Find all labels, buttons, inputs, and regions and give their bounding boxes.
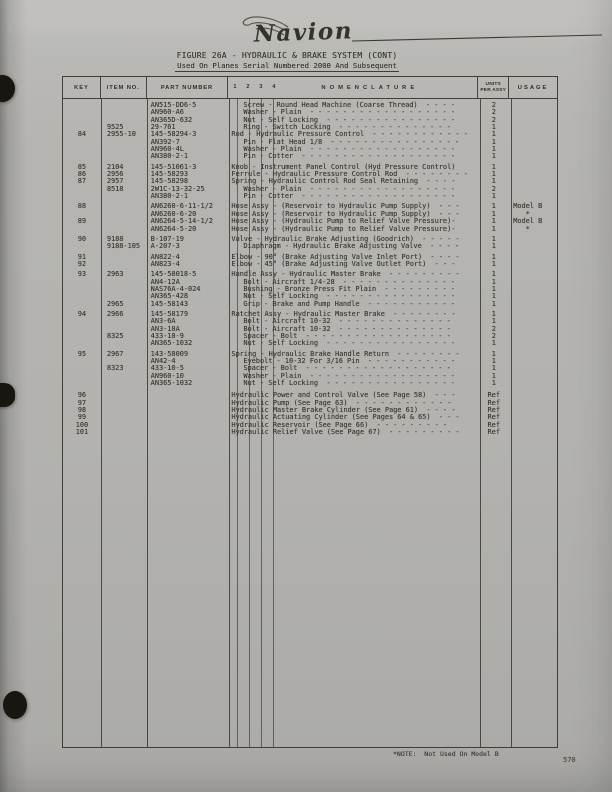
part-number-cell: AN960-10 [150,371,184,380]
usage-cell: * [513,224,530,233]
key-cell [63,117,101,124]
row-group [63,392,557,436]
item-no-cell [101,279,147,286]
usage-cell [509,414,557,421]
part-number-cell: 145-58143 [150,299,189,308]
part-number-cell: AN392-7 [150,137,180,146]
units-per-assy-cell: Ref [487,420,500,429]
units-per-assy-cell: 1 [491,252,496,261]
header-units-per-assy [478,77,509,98]
nomenclature-cell: Hydraulic Power and Control Valve (See Page 58) - - - [231,391,456,400]
units-per-assy-cell: 1 [491,284,496,293]
nomenclature-cell: Bolt - Aircraft 1/4-28 - - - - - - - - - - - - - - [243,277,455,286]
nomenclature-cell: Spring - Hydraulic Control Rod Seal Retaining - - - - [231,177,456,186]
nomenclature-cell: Hydraulic Actuating Cylinder (See Pages 64 & 65) - - - [231,413,460,422]
usage-cell [509,293,557,300]
item-no-cell: 8518 [106,184,124,193]
units-per-assy-cell: 1 [491,130,496,139]
key-cell [63,279,101,286]
units-per-assy-cell: 1 [491,162,496,171]
part-number-cell: AN365D-632 [150,115,193,124]
units-per-assy-cell: 1 [491,224,496,233]
item-no-cell [101,392,147,399]
units-per-assy-cell: 1 [491,349,496,358]
usage-cell [509,243,557,250]
units-per-assy-cell: 1 [491,242,496,251]
header-item-no: ITEM NO. [101,77,147,98]
page-number: 570 [563,756,576,764]
part-number-cell: 29-761 [150,123,176,132]
usage-cell [509,380,557,387]
table-row [63,153,557,160]
part-number-cell: 433-10-5 [150,364,184,373]
part-number-cell: AN3-6A [150,317,176,326]
logo-underline [352,35,602,41]
part-number-cell: 2W1C-13-32-25 [150,184,205,193]
table-row [63,261,557,268]
key-cell: 99 [77,413,87,422]
navion-logo-graphic [242,12,604,50]
usage-cell [509,340,557,347]
usage-cell: * [513,209,530,218]
item-no-cell [101,422,147,429]
part-number-cell [147,414,229,421]
part-number-cell: AN365-1032 [150,339,193,348]
item-no-cell [101,109,147,116]
usage-cell: Model B [513,202,543,211]
usage-cell [509,186,557,193]
header-indent-col-1: 1 [233,84,237,90]
units-per-assy-cell: 1 [491,234,496,243]
key-cell [63,365,101,372]
nomenclature-cell: Bushing - Bronze Press Fit Plain - - - - - - - - - [243,284,455,293]
nomenclature-cell: Ratchet Assy - Hydraulic Master Brake - - - - - - - - [231,309,456,318]
nomenclature-cell: Spacer - Bolt - - - - - - - - - - - - - - - - - - [243,364,451,373]
nomenclature-cell: Hydraulic Reservoir (See Page 66) - - - - - - - - - [231,420,448,429]
part-number-cell: AN960-4L [150,145,184,154]
item-no-cell [101,193,147,200]
key-cell [63,326,101,333]
nomenclature-cell: Rod - Hydraulic Pressure Control - - - - - - - - - - - - [231,130,468,139]
units-per-assy-cell: 1 [491,202,496,211]
binder-hole-middle [0,383,15,407]
part-number-cell: AN6260-6-20 [150,209,197,218]
binder-hole-top [0,75,15,102]
units-per-assy-cell: 1 [491,137,496,146]
usage-cell [509,146,557,153]
key-cell: 88 [77,202,87,211]
key-cell [63,301,101,308]
usage-cell [509,318,557,325]
key-cell [63,373,101,380]
item-no-cell [101,400,147,407]
table-rows [63,99,557,436]
item-no-cell: 2104 [106,162,124,171]
part-number-cell: AN6264-5-20 [150,224,197,233]
key-cell: 100 [75,420,89,429]
item-no-cell [101,373,147,380]
item-no-cell [101,102,147,109]
nomenclature-cell: Elbow - 45° (Brake Adjusting Valve Outlet Port) - - - [231,259,456,268]
usage-cell [509,254,557,261]
row-group [63,311,557,348]
units-per-assy-cell: 1 [491,170,496,179]
nomenclature-cell: Hydraulic Pump (See Page 63) - - - - - - - - - - - - [231,398,452,407]
part-number-cell: A-207-3 [150,242,180,251]
units-per-assy-cell: 1 [491,371,496,380]
usage-cell [509,178,557,185]
usage-cell [509,333,557,340]
units-per-assy-cell: 1 [491,299,496,308]
units-per-assy-cell: 1 [491,152,496,161]
header-usage: USAGE [517,84,549,91]
units-per-assy-cell: 2 [491,108,496,117]
usage-cell: Model B [513,217,543,226]
part-number-cell: AN6264-5-14-1/2 [150,217,213,226]
part-number-cell: AN4-12A [150,277,180,286]
row-group [63,102,557,161]
nomenclature-cell: Nut - Self Locking - - - - - - - - - - - - - - - - [243,379,455,388]
key-cell: 90 [77,234,87,243]
nomenclature-cell: Nut - Self Locking - - - - - - - - - - - - - - - - [243,292,455,301]
units-per-assy-cell: 1 [491,309,496,318]
units-per-assy-cell: 1 [491,379,496,388]
nomenclature-cell: Washer - Plain - - - - - - - - - - - - - - - - - - [243,371,455,380]
usage-cell [509,301,557,308]
usage-cell [509,311,557,318]
part-number-cell: AN6260-6-11-1/2 [150,202,213,211]
nomenclature-cell: Hose Assy - (Reservoir to Hydraulic Pump Supply) - - - [231,202,460,211]
usage-cell [509,279,557,286]
part-number-cell [147,400,229,407]
key-cell: 85 [77,162,87,171]
key-cell: 89 [77,217,87,226]
item-no-cell: 2956 [106,170,124,179]
units-per-assy-cell: 1 [491,317,496,326]
units-per-assy-cell: Ref [487,391,500,400]
usage-cell [509,351,557,358]
item-no-cell: 2963 [106,270,124,279]
table-header [63,77,557,99]
part-number-cell: 145-58294-3 [150,130,197,139]
item-no-cell [101,226,147,233]
usage-cell [509,236,557,243]
usage-cell [509,164,557,171]
key-cell [63,139,101,146]
units-per-assy-cell: 2 [491,331,496,340]
nomenclature-cell: Pin - Cotter - - - - - - - - - - - - - - - - - - - [243,152,455,161]
table-row [63,429,557,436]
item-no-cell [101,414,147,421]
usage-cell [509,124,557,131]
part-number-cell: AN365-428 [150,292,189,301]
nomenclature-cell: Elbow - 90° (Brake Adjusting Valve Inlet Port) - - - - [231,252,460,261]
header-nomenclature-cell [228,77,478,98]
usage-cell [509,422,557,429]
binder-hole-bottom [3,691,27,719]
nomenclature-cell: Hose Assy - (Hydraulic Pump to Relief Valve Pressure)- [231,224,456,233]
usage-cell [509,102,557,109]
item-no-cell [101,380,147,387]
item-no-cell [101,146,147,153]
nomenclature-cell: Eyebolt - 10-32 For 3/16 Pin - - - - - - - - - - - [243,357,455,365]
key-cell [63,193,101,200]
navion-logo [242,12,604,50]
key-cell [63,358,101,365]
header-indent-col-3: 3 [259,84,263,90]
table-body [63,99,557,747]
key-cell: 91 [77,252,87,261]
nomenclature-cell: Bolt - Aircraft 10-32 - - - - - - - - - - - - - - [243,324,451,333]
usage-cell [509,117,557,124]
usage-cell [509,286,557,293]
usage-cell [509,407,557,414]
units-per-assy-cell: 1 [491,177,496,186]
key-cell: 92 [77,259,87,268]
units-per-assy-cell: 1 [491,339,496,348]
table-row [63,340,557,347]
units-per-assy-cell: 1 [491,192,496,201]
key-cell [63,153,101,160]
units-per-assy-cell: 2 [491,324,496,333]
item-no-cell [101,429,147,436]
units-per-assy-cell: 1 [491,209,496,218]
part-number-cell: 145-58298 [150,177,189,186]
key-cell [63,340,101,347]
key-cell [63,318,101,325]
footnote: *NOTE: Not Used On Model B [393,750,499,758]
units-per-assy-cell: 2 [491,101,496,109]
row-group [63,271,557,308]
item-no-cell: 2966 [106,309,124,318]
part-number-cell: 143-58009 [150,349,189,358]
item-no-cell [101,203,147,210]
item-no-cell: 2955-10 [106,130,136,139]
usage-cell [509,429,557,436]
item-no-cell: 9188-105 [106,242,141,251]
header-units-line2: PER ASSY [480,87,507,93]
usage-cell [509,373,557,380]
header-indent-col-4: 4 [272,84,276,90]
part-number-cell: AN365-1032 [150,379,193,388]
part-number-cell: AN960-A6 [150,108,184,117]
key-cell [63,146,101,153]
key-cell: 87 [77,177,87,186]
nomenclature-cell: Diaphragm - Hydraulic Brake Adjusting Valve - - - - [243,242,460,251]
part-number-cell [147,407,229,414]
nomenclature-cell: Hose Assy - (Reservoir to Hydraulic Pump Supply) - - - [231,209,460,218]
key-cell [63,226,101,233]
key-cell: 96 [77,391,87,400]
part-number-cell: AN380-2-1 [150,152,189,161]
units-per-assy-cell: 2 [491,115,496,124]
item-no-cell: 2965 [106,299,124,308]
parts-table [62,76,558,748]
row-group [63,351,557,388]
usage-cell [509,261,557,268]
usage-cell [509,109,557,116]
part-number-cell: AN515-DD6-5 [150,101,197,109]
units-per-assy-cell: Ref [487,413,500,422]
part-number-cell: 145-58018-5 [150,270,197,279]
units-per-assy-cell: Ref [487,406,500,415]
row-group [63,203,557,232]
key-cell: 94 [77,309,87,318]
nomenclature-cell: Bolt - Aircraft 10-32 - - - - - - - - - - - - - - [243,317,451,326]
table-row [63,226,557,233]
item-no-cell [101,286,147,293]
nomenclature-cell: Pin - Flat Head 1/8 - - - - - - - - - - - - - - - - [243,137,460,146]
table-row [63,193,557,200]
key-cell [63,333,101,340]
key-cell [63,380,101,387]
item-no-cell [101,407,147,414]
row-group [63,236,557,251]
key-cell [63,186,101,193]
usage-cell [509,171,557,178]
item-no-cell: 8323 [106,364,124,373]
figure-subtitle-wrap [0,61,593,70]
part-number-cell [147,392,229,399]
units-per-assy-cell: 1 [491,292,496,301]
table-row [63,243,557,250]
units-per-assy-cell: 1 [491,364,496,373]
nomenclature-cell: Hydraulic Relief Valve (See Page 67) - - - - - - - - - [231,428,460,437]
key-cell: 97 [77,398,87,407]
part-number-cell [147,429,229,436]
nomenclature-cell: Nut - Self Locking - - - - - - - - - - - - - - - - [243,339,455,348]
key-cell: 98 [77,406,87,415]
table-row [63,380,557,387]
item-no-cell: 2967 [106,349,124,358]
nomenclature-cell: Washer - Plain - - - - - - - - - - - - - - - - - - [243,184,455,193]
nomenclature-cell: Handle Assy - Hydraulic Master Brake - - - - - - - - - [231,270,460,279]
usage-cell [509,131,557,138]
nomenclature-cell: Spacer - Bolt - - - - - - - - - - - - - - - - - - [243,331,451,340]
nomenclature-cell: Ring - Switch Locking - - - - - - - - - - - - - - [243,123,451,132]
key-cell: 84 [77,130,87,139]
part-number-cell: AN822-4 [150,252,180,261]
row-group [63,164,557,201]
units-per-assy-cell: 1 [491,277,496,286]
part-number-cell: AN823-4 [150,259,180,268]
usage-cell [509,193,557,200]
usage-cell [509,358,557,365]
item-no-cell [101,340,147,347]
units-per-assy-cell: Ref [487,428,500,437]
header-units-line1: UNITS [485,81,501,87]
navion-logo-text: Navion [253,17,354,48]
units-per-assy-cell: 1 [491,270,496,279]
nomenclature-cell: Hose Assy - (Hydraulic Pump to Relief Valve Pressure)- [231,217,456,226]
nomenclature-cell: Spring - Hydraulic Brake Handle Return - - - - - - - - [231,349,460,358]
usage-cell [509,400,557,407]
key-cell [63,293,101,300]
units-per-assy-cell: 1 [491,357,496,365]
header-nomenclature: NOMENCLATURE [321,84,419,91]
usage-cell [509,326,557,333]
usage-cell [509,271,557,278]
nomenclature-cell: Ferrule - Hydraulic Pressure Control Rod - - - - - - - - [231,170,468,179]
part-number-cell: NAS76A-4-024 [150,284,201,293]
header-part-number: PART NUMBER [147,77,229,98]
figure-subtitle: Used On Planes Serial Numbered 2000 And Subsequent [177,61,397,70]
item-no-cell: 2957 [106,177,124,186]
item-no-cell [101,261,147,268]
key-cell: 101 [75,428,89,437]
item-no-cell [101,318,147,325]
item-no-cell [101,211,147,218]
units-per-assy-cell: 1 [491,145,496,154]
units-per-assy-cell: 2 [491,184,496,193]
nomenclature-cell: Washer - Plain - - - - - - - - - - - - - - - - - - [243,145,455,154]
item-no-cell [101,139,147,146]
units-per-assy-cell: 1 [491,259,496,268]
units-per-assy-cell: 1 [491,123,496,132]
key-cell [63,243,101,250]
usage-cell [509,153,557,160]
item-no-cell: 8325 [106,331,124,340]
item-no-cell [101,218,147,225]
nomenclature-cell: Pin - Cotter - - - - - - - - - - - - - - - - - - - [243,192,455,201]
header-key: KEY [63,77,101,98]
item-no-cell: 9188 [106,234,124,243]
nomenclature-cell: Nut - Self Locking - - - - - - - - - - - - - - - - [243,115,455,124]
item-no-cell [101,254,147,261]
units-per-assy-cell: Ref [487,398,500,407]
table-row [63,301,557,308]
header-indent-col-2: 2 [246,84,250,90]
usage-cell [509,365,557,372]
part-number-cell: AN42-4 [150,357,176,365]
key-cell: 93 [77,270,87,279]
key-cell: 95 [77,349,87,358]
part-number-cell: 145-58179 [150,309,189,318]
nomenclature-cell: Screw - Round Head Machine (Coarse Thread) - - - - [243,101,455,109]
part-number-cell [147,422,229,429]
part-number-cell: 145-58293 [150,170,189,179]
part-number-cell: 433-10-9 [150,331,184,340]
nomenclature-cell: Grip - Brake and Pump Handle - - - - - - - - - - - [243,299,455,308]
usage-cell [509,392,557,399]
part-number-cell: 145-51061-3 [150,162,197,171]
nomenclature-cell: Hydraulic Master Brake Cylinder (See Page 61) - - - - [231,406,456,415]
nomenclature-cell: Knob - Instrument Panel Control (Hyd Pressure Control) [231,162,456,171]
usage-cell [509,139,557,146]
key-cell: 86 [77,170,87,179]
units-per-assy-cell: 1 [491,217,496,226]
nomenclature-cell: Washer - Plain - - - - - - - - - - - - - - - - - - [243,108,455,117]
figure-title: FIGURE 26A - HYDRAULIC & BRAKE SYSTEM (CONT) [176,51,398,60]
row-group [63,254,557,269]
part-number-cell: B-107-19 [150,234,184,243]
nomenclature-cell: Valve - Hydraulic Brake Adjusting (Goodrich) - - - - - [231,234,460,243]
item-no-cell: 9525 [106,123,124,132]
key-cell [63,102,101,109]
item-no-cell [101,153,147,160]
part-number-cell: AN3-10A [150,324,180,333]
key-cell [63,286,101,293]
key-cell [63,109,101,116]
part-number-cell: AN380-2-1 [150,192,189,201]
